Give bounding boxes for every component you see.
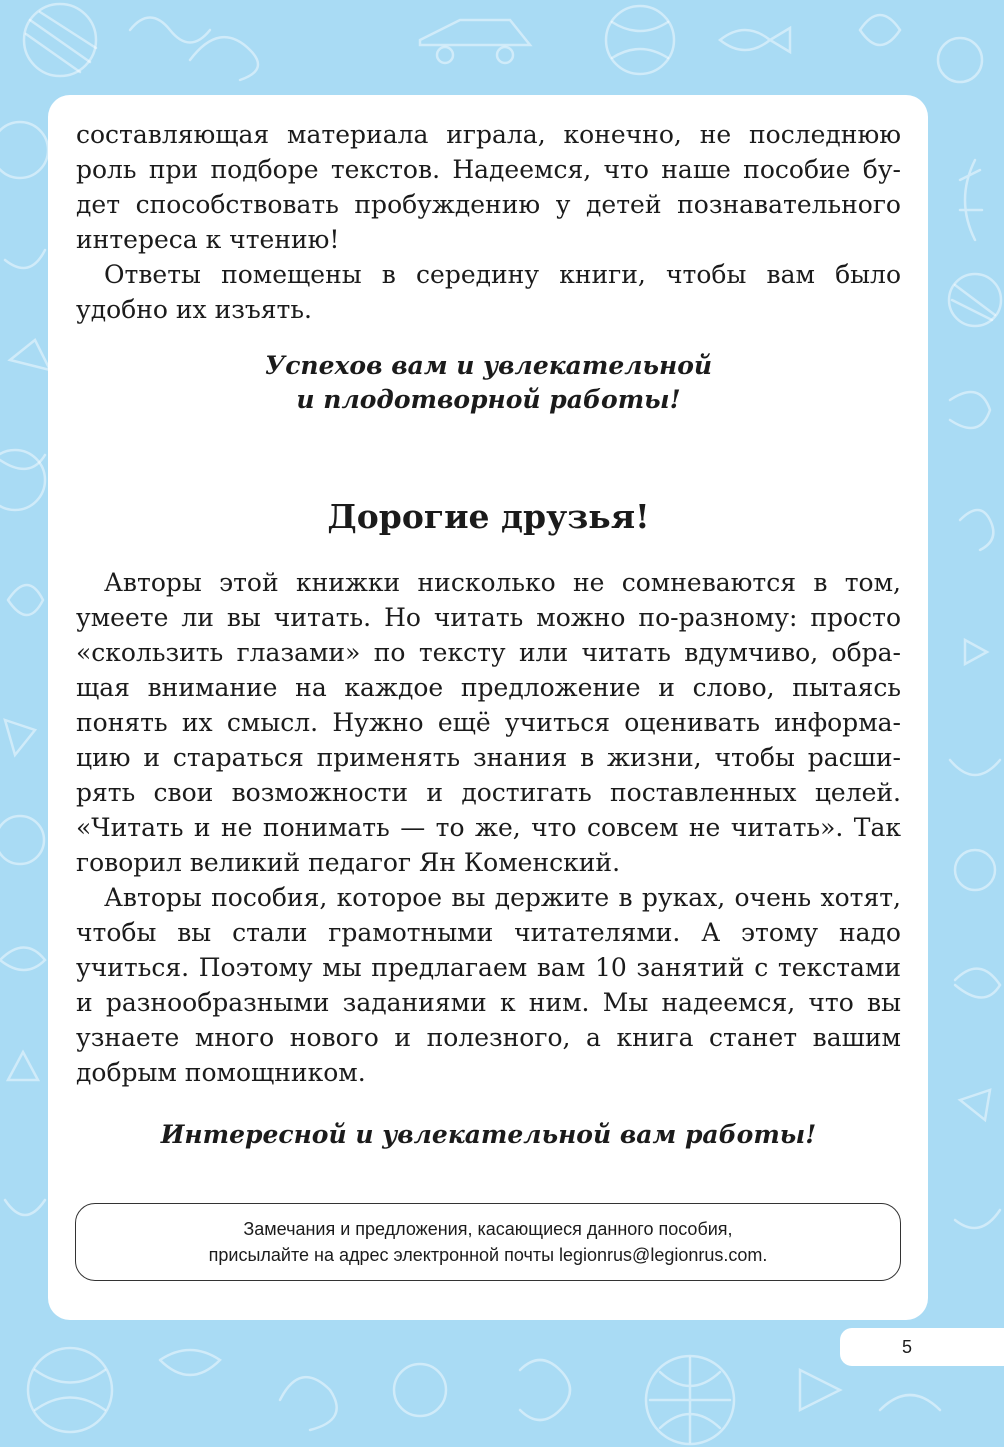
contact-box — [75, 1203, 901, 1281]
intro-paragraph-1: составляющая материала играла, конечно, не последнюю роль при подборе текстов. Надеемся, что наше пособие будет способствовать пробуждению у детей познавательного интереса к чтению! — [76, 120, 901, 254]
letter-wish: Интересной и увлекательной вам работы! — [160, 1120, 817, 1149]
letter-paragraph-1: Авторы этой книжки нисколько не сомневаются в том, умеете ли вы читать. Но читать можно по-разному: просто «скользить глазами» по тексту или читать вдумчиво, обращая внимание на каждое предложение и слово, пытаясь понять их смысл. Нужно ещё учиться оценивать информацию и стараться применять знания в жизни, чтобы расширять свои возможности и достигать поставленных целей. «Читать и не понимать — то же, что совсем не читать». Так говорил великий педагог Ян Коменский. — [76, 568, 901, 877]
contact-line-2: присылайте на адрес электронной почты legionrus@legionrus.com. — [208, 1245, 768, 1265]
letter-paragraph-2: Авторы пособия, которое вы держите в руках, очень хотят, чтобы вы стали грамотными читателями. А этому надо учиться. Поэтому мы предлагаем вам 10 занятий с текстами и разнообразными заданиями к ним. Мы надеемся, что вы узнаете много нового и полезного, а книга станет вашим добрым помощником. — [76, 883, 901, 1087]
contact-line-1: Замечания и предложения, касающиеся данного пособия, — [243, 1219, 733, 1239]
letter-heading: Дорогие друзья! — [327, 497, 650, 536]
wish-line-1: Успехов вам и увлекательной — [264, 351, 713, 380]
wish-line-2: и плодотворной работы! — [296, 385, 681, 414]
page-number: 5 — [840, 1328, 1004, 1366]
intro-paragraph-2: Ответы помещены в середину книги, чтобы вам было удобно их изъять. — [76, 260, 901, 324]
page-card — [48, 95, 928, 1320]
